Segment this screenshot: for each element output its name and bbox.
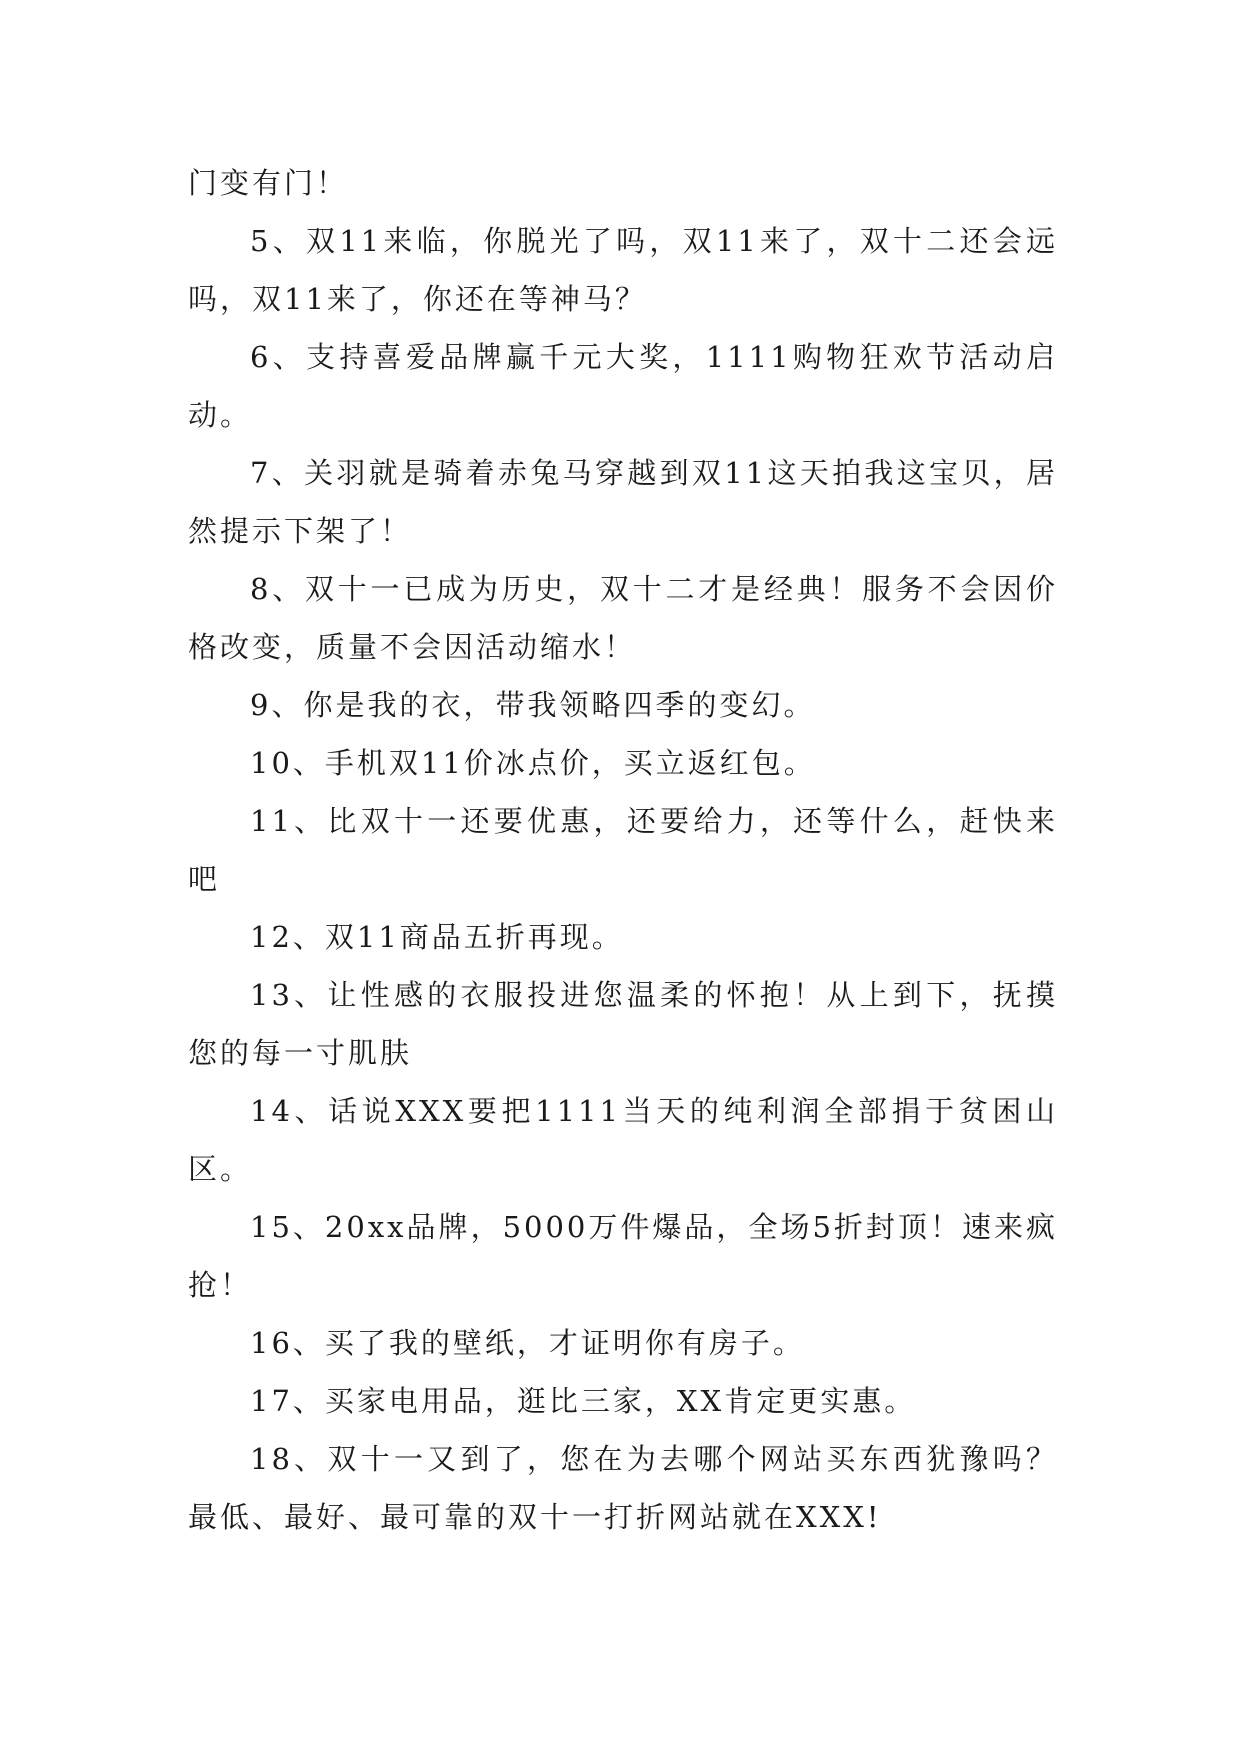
paragraph-item-6: 6、支持喜爱品牌赢千元大奖，1111购物狂欢节活动启动。 <box>188 340 1058 432</box>
paragraph-item-9: 9、你是我的衣，带我领略四季的变幻。 <box>250 688 816 722</box>
paragraph-item-13: 13、让性感的衣服投进您温柔的怀抱！从上到下，抚摸您的每一寸肌肤 <box>188 978 1058 1070</box>
paragraph-item-7: 7、关羽就是骑着赤兔马穿越到双11这天拍我这宝贝，居然提示下架了！ <box>188 456 1058 548</box>
paragraph-item-8: 8、双十一已成为历史，双十二才是经典！服务不会因价格改变，质量不会因活动缩水！ <box>188 572 1058 664</box>
paragraph-item-14: 14、话说XXX要把1111当天的纯利润全部捐于贫困山区。 <box>188 1094 1058 1186</box>
paragraph-continuation: 门变有门！ <box>188 166 349 200</box>
paragraph-item-11: 11、比双十一还要优惠，还要给力，还等什么，赶快来吧 <box>188 804 1058 896</box>
paragraph-item-16: 16、买了我的壁纸，才证明你有房子。 <box>250 1326 805 1360</box>
paragraph-item-12: 12、双11商品五折再现。 <box>250 920 624 954</box>
paragraph-item-5: 5、双11来临，你脱光了吗，双11来了，双十二还会远吗，双11来了，你还在等神马？ <box>188 224 1058 316</box>
paragraph-item-18: 18、双十一又到了，您在为去哪个网站买东西犹豫吗？最低、最好、最可靠的双十一打折网站就在XXX! <box>188 1442 1058 1534</box>
paragraph-item-17: 17、买家电用品，逛比三家，XX肯定更实惠。 <box>250 1384 917 1418</box>
paragraph-item-15: 15、20xx品牌，5000万件爆品，全场5折封顶！速来疯抢！ <box>188 1210 1058 1302</box>
paragraph-item-10: 10、手机双11价冰点价，买立返红包。 <box>250 746 816 780</box>
document-body <box>188 154 1058 1546</box>
